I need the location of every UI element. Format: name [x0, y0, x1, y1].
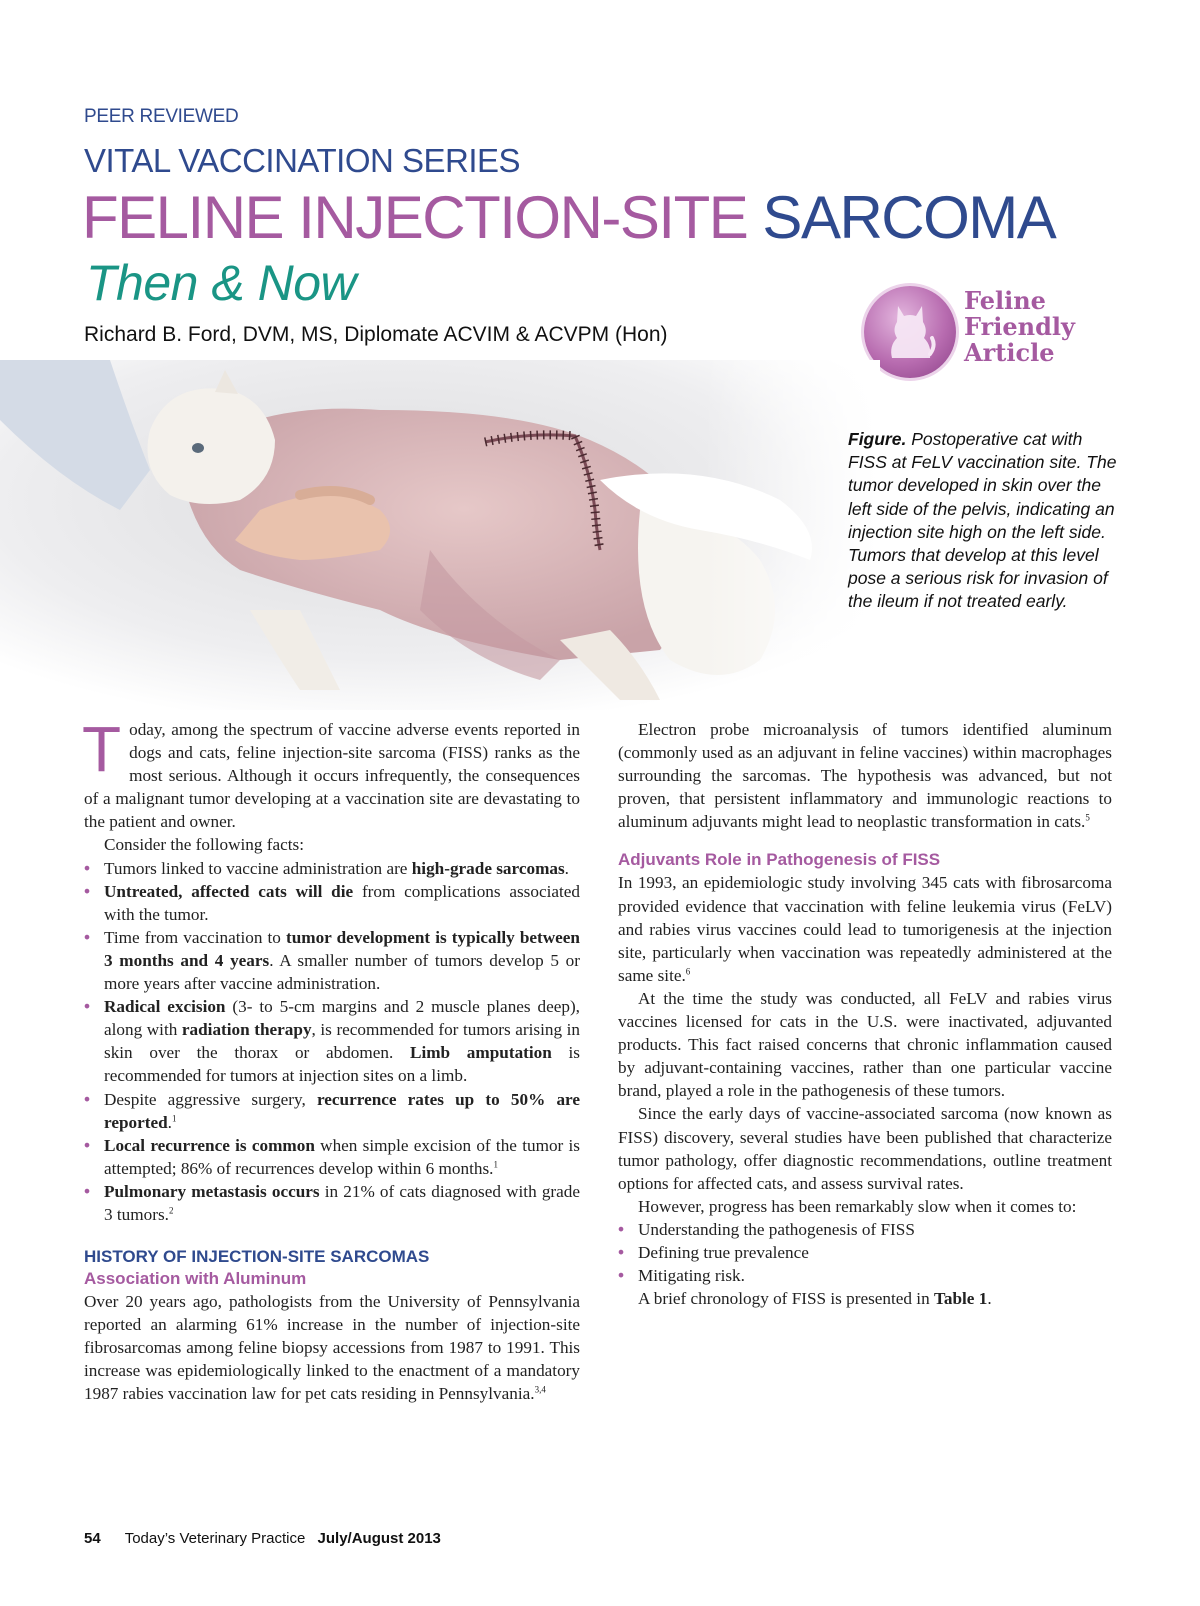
adjuvants-heading: Adjuvants Role in Pathogenesis of FISS — [618, 850, 941, 870]
table-reference: Table 1 — [933, 1289, 988, 1309]
badge-line3: Article — [964, 338, 1055, 367]
adjuvants-paragraph-1: In 1993, an epidemiologic study involving 345 cats with fibrosarcoma provided evidence that vaccination with feline leukemia virus (FeLV) and rabies virus vaccines could lead to tumorigenesis at the injection site, particularly when vaccination was repeatedly administered at the same site.$^6$ — [618, 873, 1112, 985]
list-item: • Local recurrence is common when simple excision of the tumor is attempted; 86% of recurrences develop within 6 months.$^1$ — [84, 1134, 580, 1180]
author-byline: Richard B. Ford, DVM, MS, Diplomate ACVIM & ACVPM (Hon) — [84, 323, 668, 346]
citation-ref: 2 — [168, 1205, 174, 1216]
list-item: • Tumors linked to vaccine administration are high-grade sarcomas. — [84, 857, 580, 880]
badge-line1: Feline — [964, 286, 1046, 315]
title-part2: SARCOMA — [762, 184, 1056, 251]
feline-friendly-badge — [864, 286, 1094, 382]
article-title — [82, 186, 1055, 250]
badge-text — [964, 288, 1075, 366]
caption-text: Postoperative cat with FISS at FeLV vaccination site. The tumor developed in skin over the left side of the pelvis, indicating an injection site high on the left side. Tumors that develop at this level pose a serious risk for invasion of the ileum if not treated early. — [848, 429, 1117, 612]
list-item: • Radical excision (3- to 5-cm margins and 2 muscle planes deep), along with radiation therapy, is recommended for tumors arising in skin over the thorax or abdomen. Limb amputation is recommended for tumors at injection sites on a limb. — [84, 995, 580, 1087]
cat-silhouette-icon — [884, 300, 936, 364]
adjuvants-paragraph-4: However, progress has been remarkably slow when it comes to: — [638, 1196, 1077, 1216]
page-footer — [84, 1530, 441, 1547]
page-number: 54 — [84, 1530, 101, 1547]
aluminum-paragraph-2: Electron probe microanalysis of tumors identified aluminum (commonly used as an adjuvant in feline vaccines) within macrophages surrounding the sarcomas. The hypothesis was advanced, but not proven, that persistent inflammatory and immunologic reactions to aluminum adjuvants might lead to neoplastic transformation in cats.$^5$ — [618, 720, 1112, 832]
history-heading: HISTORY OF INJECTION-SITE SARCOMAS — [84, 1247, 430, 1267]
list-item: • Mitigating risk. — [618, 1264, 1112, 1287]
badge-line2: Friendly — [964, 312, 1075, 341]
publication-name: Today’s Veterinary Practice — [124, 1530, 306, 1547]
facts-list — [84, 857, 580, 1227]
kicker: PEER REVIEWED — [84, 106, 239, 127]
column-left — [82, 713, 580, 1406]
progress-list — [618, 1218, 1112, 1287]
citation-ref: 6 — [685, 966, 691, 977]
intro-text: oday, among the spectrum of vaccine adverse events reported in dogs and cats, feline injection-site sarcoma (FISS) ranks as the most serious. Although it occurs infrequently, the consequences of a malignant tumor developing at a vaccination site are devastating to the patient and owner. — [84, 720, 580, 832]
aluminum-heading: Association with Aluminum — [84, 1269, 307, 1289]
citation-ref: 5 — [1085, 812, 1090, 823]
list-item: • Despite aggressive surgery, recurrence rates up to 50% are reported.$^1$ — [84, 1088, 580, 1134]
list-item: • Pulmonary metastasis occurs in 21% of cats diagnosed with grade 3 tumors.$^2$ — [84, 1180, 580, 1226]
figure-caption — [848, 428, 1118, 614]
citation-ref: 1 — [171, 1112, 177, 1123]
list-item: • Time from vaccination to tumor development is typically between 3 months and 4 years. A smaller number of tumors develop 5 or more years after vaccine administration. — [84, 926, 580, 995]
citation-ref: 3,4 — [534, 1384, 546, 1395]
article-subtitle: Then & Now — [86, 255, 357, 311]
adjuvants-paragraph-2: At the time the study was conducted, all FeLV and rabies virus vaccines licensed for cats in the U.S. were inactivated, adjuvanted products. This fact raised concerns that chronic inflammation caused by adjuvant-containing vaccines, rather than one particular vaccine brand, played a role in the pathogenesis of these tumors. — [618, 988, 1112, 1101]
caption-label: Figure. — [848, 429, 907, 449]
intro-paragraph — [82, 713, 580, 833]
citation-ref: 1 — [493, 1159, 498, 1170]
aluminum-paragraph-1: Over 20 years ago, pathologists from the University of Pennsylvania reported an alarming 61% increase in the number of injection-site fibrosarcomas among feline biopsy accessions from 1987 to 1991. This increase was epidemiologically linked to the enactment of a mandatory 1987 rabies vaccination law for pet cats residing in Pennsylvania.$^{3,4}$ — [84, 1292, 580, 1404]
closing-paragraph: A brief chronology of FISS is presented in Table 1. — [638, 1289, 992, 1309]
issue-date: July/August 2013 — [317, 1530, 441, 1547]
adjuvants-paragraph-3: Since the early days of vaccine-associated sarcoma (now known as FISS) discovery, several studies have been published that characterize tumor pathology, offer diagnostic recommendations, outline treatment options for affected cats, and assess survival rates. — [618, 1104, 1112, 1193]
facts-lead: Consider the following facts: — [104, 835, 305, 855]
list-item: • Understanding the pathogenesis of FISS — [618, 1218, 1112, 1241]
drop-cap: T — [82, 713, 122, 785]
title-part1: FELINE INJECTION-SITE — [82, 184, 748, 251]
postoperative-cat-photo — [0, 360, 880, 710]
list-item: • Defining true prevalence — [618, 1241, 1112, 1264]
list-item: • Untreated, affected cats will die from complications associated with the tumor. — [84, 880, 580, 926]
series-title: VITAL VACCINATION SERIES — [84, 142, 521, 179]
column-right — [618, 718, 1112, 1310]
